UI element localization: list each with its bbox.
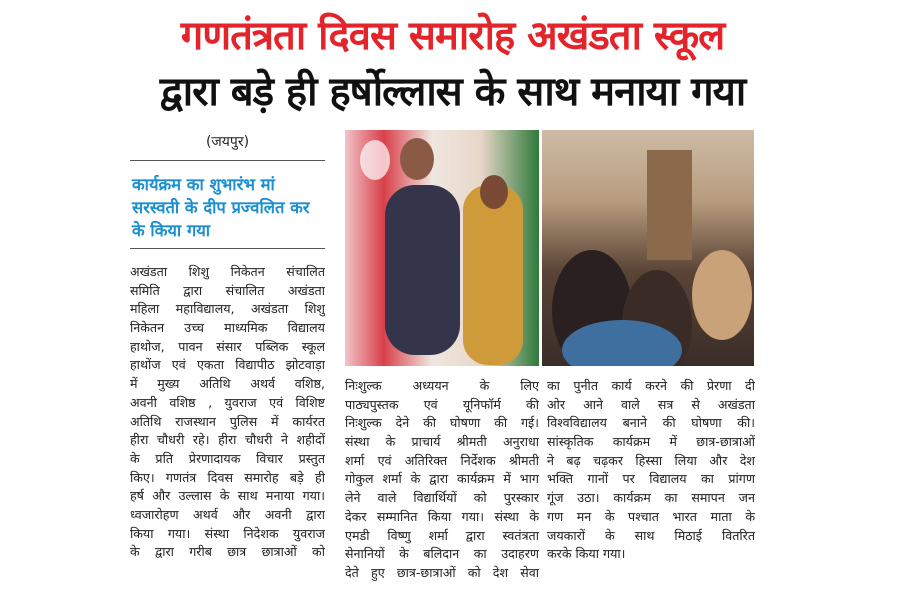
article-line: हाथोंज एवं एकता विद्यापीठ झोटवाड़ा	[130, 357, 325, 373]
article-line: ने बढ़ चढ़कर हिस्सा लिया और देश	[547, 452, 755, 468]
divider	[130, 160, 325, 161]
article-line: पाठ्यपुस्तक एवं यूनिफॉर्म की	[345, 396, 539, 412]
article-line: अतिथि राजस्थान पुलिस में कार्यरत	[130, 413, 325, 429]
article-line: गण मन के पश्चात भारत माता के	[547, 508, 755, 524]
article-line: का पुनीत कार्य करने की प्रेरणा दी	[547, 378, 755, 393]
article-line: संस्था के प्राचार्य श्रीमती अनुराधा	[345, 434, 539, 450]
article-line: जयकारों के साथ मिठाई वितरित	[547, 527, 755, 543]
article-column-2	[345, 377, 539, 583]
article-line: हाथोज, पावन संसार पब्लिक स्कूल	[130, 338, 325, 354]
article-line: निःशुल्क देने की घोषणा की गई।	[345, 415, 539, 431]
headline-line-1: गणतंत्रता दिवस समारोह अखंडता स्कूल	[180, 13, 725, 59]
subheading: कार्यक्रम का शुभारंभ मां सरस्वती के दीप प्रज्वलित कर के किया गया	[132, 175, 310, 240]
article-line: निकेतन उच्च माध्यमिक विद्यालय	[130, 320, 325, 336]
article-line: महिला महाविद्यालय, अखंडता शिशु	[130, 301, 325, 317]
article-line: के द्वारा गरीब छात्र छात्राओं को	[130, 544, 325, 560]
article-line: ध्वजारोहण अथर्व और अवनी द्वारा	[130, 506, 325, 522]
divider	[130, 248, 325, 249]
article-line: हर्ष और उल्लास के साथ मनाया गया।	[130, 488, 325, 504]
article-line: समिति द्वारा संचालित अखंडता	[130, 282, 325, 298]
article-line: ओर आने वाले सत्र से अखंडता	[547, 396, 755, 412]
article-line: किए। गणतंत्र दिवस समारोह बड़े ही	[130, 469, 325, 485]
article-line: में मुख्य अतिथि अथर्व वशिष्ठ,	[130, 376, 325, 392]
article-line: विश्वविद्यालय बनाने की घोषणा की।	[547, 415, 755, 431]
photo-students-audience	[542, 130, 754, 366]
article-line: गूंज उठा। कार्यक्रम का समापन जन	[547, 490, 755, 506]
article-line: किया गया। संस्था निदेशक युवराज	[130, 525, 325, 541]
article-column-3	[547, 377, 755, 564]
article-line: एमडी विष्णु शर्मा द्वारा स्वतंत्रता	[345, 527, 539, 543]
article-column-1	[130, 263, 325, 562]
article-line: देते हुए छात्र-छात्राओं को देश सेवा	[345, 564, 539, 580]
article-line: लेने वाले विद्यार्थियों को पुरस्कार	[345, 490, 539, 506]
article-line: सेनानियों के बलिदान का उदाहरण	[345, 546, 539, 562]
article-line: के प्रति प्रेरणादायक विचार प्रस्तुत	[130, 450, 325, 466]
photo-guest-honoring-student	[345, 130, 539, 366]
article-line: गोकुल शर्मा के द्वारा कार्यक्रम में भाग	[345, 471, 539, 487]
article-line: देकर सम्मानित किया गया। संस्था के	[345, 508, 539, 524]
article-line: अवनी वशिष्ठ , युवराज एवं विशिष्ट	[130, 394, 325, 410]
article-line: अखंडता शिशु निकेतन संचालित	[130, 264, 325, 279]
article-line: भक्ति गानों पर विद्यालय का प्रांगण	[547, 471, 755, 487]
article-line: करके किया गया।	[547, 546, 626, 562]
article-line: हीरा चौधरी रहे। हीरा चौधरी ने शहीदों	[130, 432, 325, 448]
article-line: निःशुल्क अध्ययन के लिए	[345, 378, 539, 393]
headline-line-2: द्वारा बड़े ही हर्षोल्लास के साथ मनाया गया	[159, 69, 746, 115]
dateline: (जयपुर)	[205, 134, 250, 150]
article-line: शर्मा एवं अतिरिक्त निर्देशक श्रीमती	[345, 452, 539, 468]
article-line: सांस्कृतिक कार्यक्रम में छात्र-छात्राओं	[547, 434, 755, 450]
